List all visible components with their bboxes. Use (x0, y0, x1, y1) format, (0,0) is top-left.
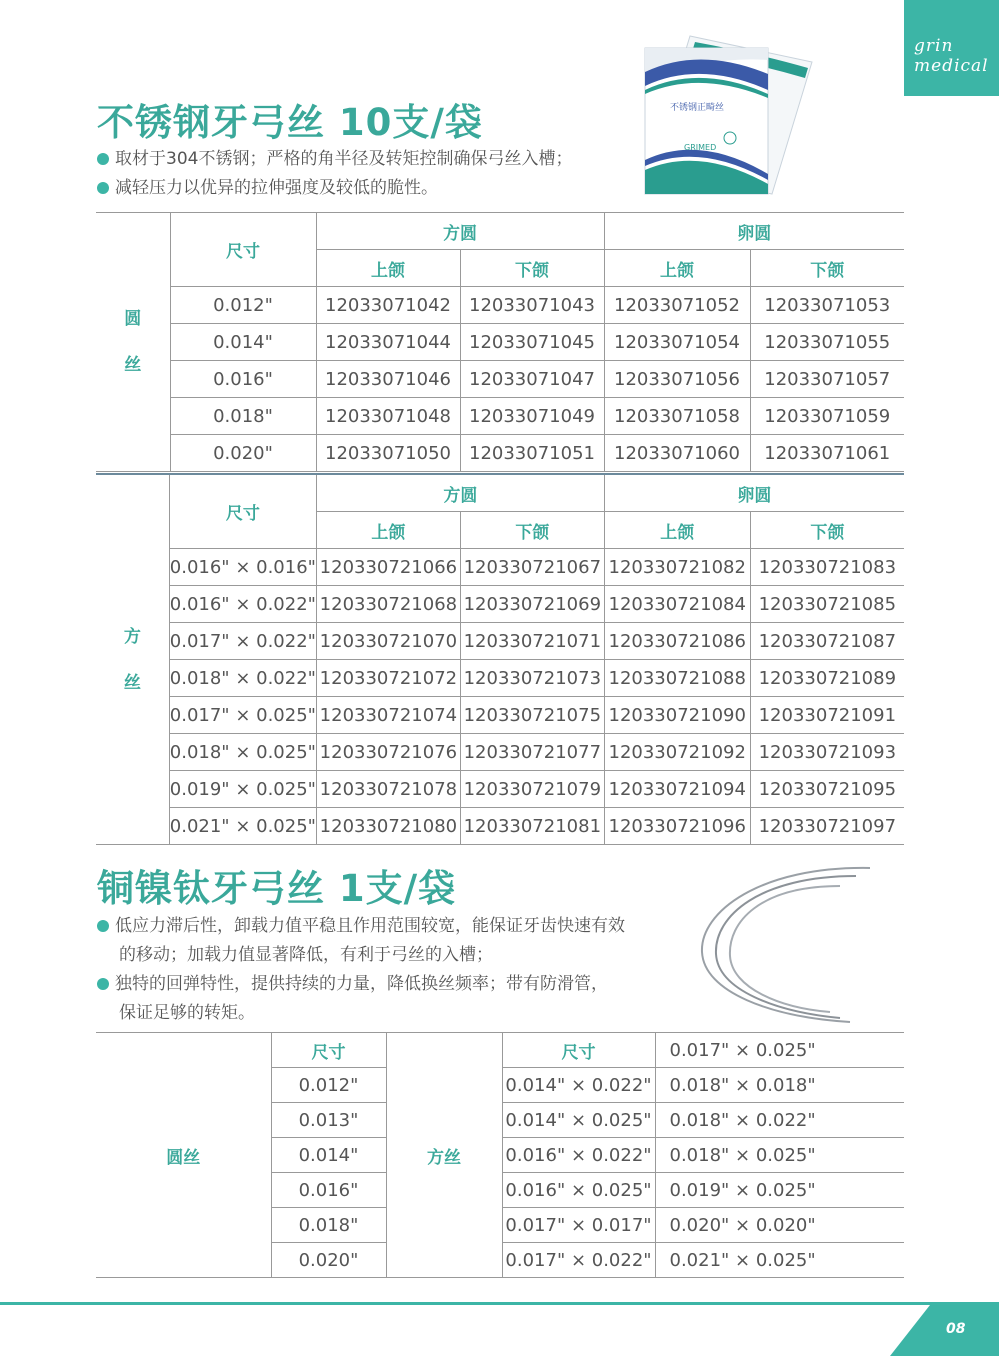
group-oval-header: 卵圆 (604, 474, 904, 512)
code-cell: 120330721097 (750, 808, 904, 845)
size-cell: 0.020" × 0.020" (655, 1208, 904, 1243)
lower-jaw-header: 下颌 (750, 250, 904, 287)
code-cell: 120330721072 (316, 660, 460, 697)
code-cell: 12033071048 (316, 398, 460, 435)
page-number: 08 (946, 1321, 966, 1337)
code-cell: 120330721069 (460, 586, 604, 623)
code-cell: 120330721094 (604, 771, 750, 808)
code-cell: 12033071052 (604, 287, 750, 324)
code-cell: 12033071057 (750, 361, 904, 398)
code-cell: 12033071051 (460, 435, 604, 472)
table-row (96, 771, 904, 808)
size-header: 尺寸 (170, 213, 316, 287)
size-cell: 0.017" × 0.022" (169, 623, 316, 660)
size-cell: 0.020" (271, 1243, 386, 1278)
size-cell: 0.018" × 0.022" (655, 1103, 904, 1138)
code-cell: 120330721084 (604, 586, 750, 623)
footer-rule (0, 1302, 999, 1305)
arch-wire-image (680, 862, 870, 1032)
bullet-dot (97, 182, 109, 194)
size-cell: 0.020" (170, 435, 316, 472)
code-cell: 120330721075 (460, 697, 604, 734)
group-square-round-header: 方圆 (316, 474, 604, 512)
size-cell: 0.019" × 0.025" (655, 1173, 904, 1208)
code-cell: 120330721073 (460, 660, 604, 697)
code-cell: 12033071046 (316, 361, 460, 398)
size-cell: 0.016" × 0.025" (502, 1173, 655, 1208)
size-cell: 0.018" × 0.022" (169, 660, 316, 697)
code-cell: 12033071044 (316, 324, 460, 361)
size-cell: 0.018" × 0.025" (655, 1138, 904, 1173)
code-cell: 12033071058 (604, 398, 750, 435)
bullet-dot (97, 978, 109, 990)
size-cell: 0.018" (271, 1208, 386, 1243)
code-cell: 120330721077 (460, 734, 604, 771)
section2-bullet-2: 独特的回弹特性，提供持续的力量，降低换丝频率；带有防滑管， (97, 970, 608, 999)
size-cell: 0.017" × 0.025" (655, 1033, 904, 1068)
upper-jaw-header: 上颌 (604, 250, 750, 287)
table-row (96, 808, 904, 845)
code-cell: 120330721082 (604, 549, 750, 586)
size-cell: 0.016" × 0.022" (502, 1138, 655, 1173)
size-cell: 0.016" (271, 1173, 386, 1208)
table-row (96, 623, 904, 660)
footer-corner-shape (890, 1305, 999, 1356)
lower-jaw-header: 下颌 (750, 512, 904, 549)
code-cell: 120330721070 (316, 623, 460, 660)
code-cell: 120330721090 (604, 697, 750, 734)
code-cell: 120330721074 (316, 697, 460, 734)
code-cell: 120330721086 (604, 623, 750, 660)
table-row (96, 398, 904, 435)
section2-title: 铜镍钛牙弓丝 1支/袋 (97, 867, 457, 910)
code-cell: 12033071059 (750, 398, 904, 435)
code-cell: 120330721091 (750, 697, 904, 734)
code-cell: 120330721067 (460, 549, 604, 586)
table-row (96, 734, 904, 771)
wire-package-image (640, 34, 820, 204)
square-wire-label: 方丝 (386, 1033, 502, 1278)
round-size-header: 尺寸 (271, 1033, 386, 1068)
table-row (96, 287, 904, 324)
round-wire-side-label: 圆 丝 (96, 213, 170, 472)
code-cell: 120330721096 (604, 808, 750, 845)
upper-jaw-header: 上颌 (604, 512, 750, 549)
size-cell: 0.016" (170, 361, 316, 398)
lower-jaw-header: 下颌 (460, 512, 604, 549)
code-cell: 120330721068 (316, 586, 460, 623)
section1-bullet-1: 取材于304不锈钢；严格的角半径及转矩控制确保弓丝入槽； (97, 145, 572, 174)
code-cell: 120330721092 (604, 734, 750, 771)
code-cell: 12033071043 (460, 287, 604, 324)
round-wire-label: 圆丝 (96, 1033, 271, 1278)
size-cell: 0.014" × 0.022" (502, 1068, 655, 1103)
code-cell: 120330721095 (750, 771, 904, 808)
size-cell: 0.012" (271, 1068, 386, 1103)
code-cell: 120330721078 (316, 771, 460, 808)
svg-text:不锈钢正畸丝: 不锈钢正畸丝 (670, 103, 725, 113)
code-cell: 120330721079 (460, 771, 604, 808)
code-cell: 12033071050 (316, 435, 460, 472)
size-cell: 0.021" × 0.025" (655, 1243, 904, 1278)
square-wire-side-label: 方 丝 (96, 474, 169, 845)
size-cell: 0.012" (170, 287, 316, 324)
section2-bullet-1: 低应力滞后性，卸载力值平稳且作用范围较宽，能保证牙齿快速有效 (97, 912, 625, 941)
lower-jaw-header: 下颌 (460, 250, 604, 287)
svg-text:GRIMED: GRIMED (684, 143, 717, 152)
section1-bullet-2: 减轻压力以优异的拉伸强度及较低的脆性。 (97, 174, 438, 203)
code-cell: 120330721089 (750, 660, 904, 697)
code-cell: 12033071056 (604, 361, 750, 398)
group-square-round-header: 方圆 (316, 213, 604, 250)
size-cell: 0.014" (271, 1138, 386, 1173)
section1-title: 不锈钢牙弓丝 10支/袋 (97, 101, 483, 144)
code-cell: 120330721071 (460, 623, 604, 660)
size-cell: 0.017" × 0.022" (502, 1243, 655, 1278)
code-cell: 12033071061 (750, 435, 904, 472)
table-row (96, 549, 904, 586)
brand-logo: grin medical (914, 36, 989, 76)
bullet-dot (97, 153, 109, 165)
code-cell: 12033071060 (604, 435, 750, 472)
size-cell: 0.018" (170, 398, 316, 435)
code-cell: 120330721093 (750, 734, 904, 771)
section2-bullet-2-cont: 保证足够的转矩。 (119, 1003, 255, 1023)
code-cell: 120330721080 (316, 808, 460, 845)
code-cell: 12033071047 (460, 361, 604, 398)
code-cell: 120330721066 (316, 549, 460, 586)
code-cell: 120330721087 (750, 623, 904, 660)
code-cell: 12033071054 (604, 324, 750, 361)
code-cell: 120330721088 (604, 660, 750, 697)
size-cell: 0.016" × 0.022" (169, 586, 316, 623)
table-row (96, 324, 904, 361)
size-cell: 0.018" × 0.025" (169, 734, 316, 771)
upper-jaw-header: 上颌 (316, 512, 460, 549)
group-oval-header: 卵圆 (604, 213, 904, 250)
code-cell: 12033071045 (460, 324, 604, 361)
code-cell: 12033071049 (460, 398, 604, 435)
size-cell: 0.013" (271, 1103, 386, 1138)
size-header: 尺寸 (169, 474, 316, 549)
size-cell: 0.017" × 0.017" (502, 1208, 655, 1243)
size-cell: 0.018" × 0.018" (655, 1068, 904, 1103)
code-cell: 12033071053 (750, 287, 904, 324)
stainless-square-wire-table (96, 473, 904, 845)
table-row (96, 435, 904, 472)
stainless-round-wire-table (96, 212, 904, 472)
section2-bullet-1-cont: 的移动；加载力值显著降低，有利于弓丝的入槽； (119, 945, 493, 965)
bullet-dot (97, 920, 109, 932)
code-cell: 12033071042 (316, 287, 460, 324)
upper-jaw-header: 上颌 (316, 250, 460, 287)
table-row (96, 586, 904, 623)
size-cell: 0.014" (170, 324, 316, 361)
table-row (96, 697, 904, 734)
code-cell: 12033071055 (750, 324, 904, 361)
code-cell: 120330721083 (750, 549, 904, 586)
size-cell: 0.016" × 0.016" (169, 549, 316, 586)
size-cell: 0.021" × 0.025" (169, 808, 316, 845)
niti-wire-size-table (96, 1032, 904, 1278)
code-cell: 120330721085 (750, 586, 904, 623)
size-cell: 0.019" × 0.025" (169, 771, 316, 808)
square-size-header: 尺寸 (502, 1033, 655, 1068)
code-cell: 120330721076 (316, 734, 460, 771)
table-row (96, 660, 904, 697)
size-cell: 0.014" × 0.025" (502, 1103, 655, 1138)
size-cell: 0.017" × 0.025" (169, 697, 316, 734)
code-cell: 120330721081 (460, 808, 604, 845)
table-row (96, 361, 904, 398)
